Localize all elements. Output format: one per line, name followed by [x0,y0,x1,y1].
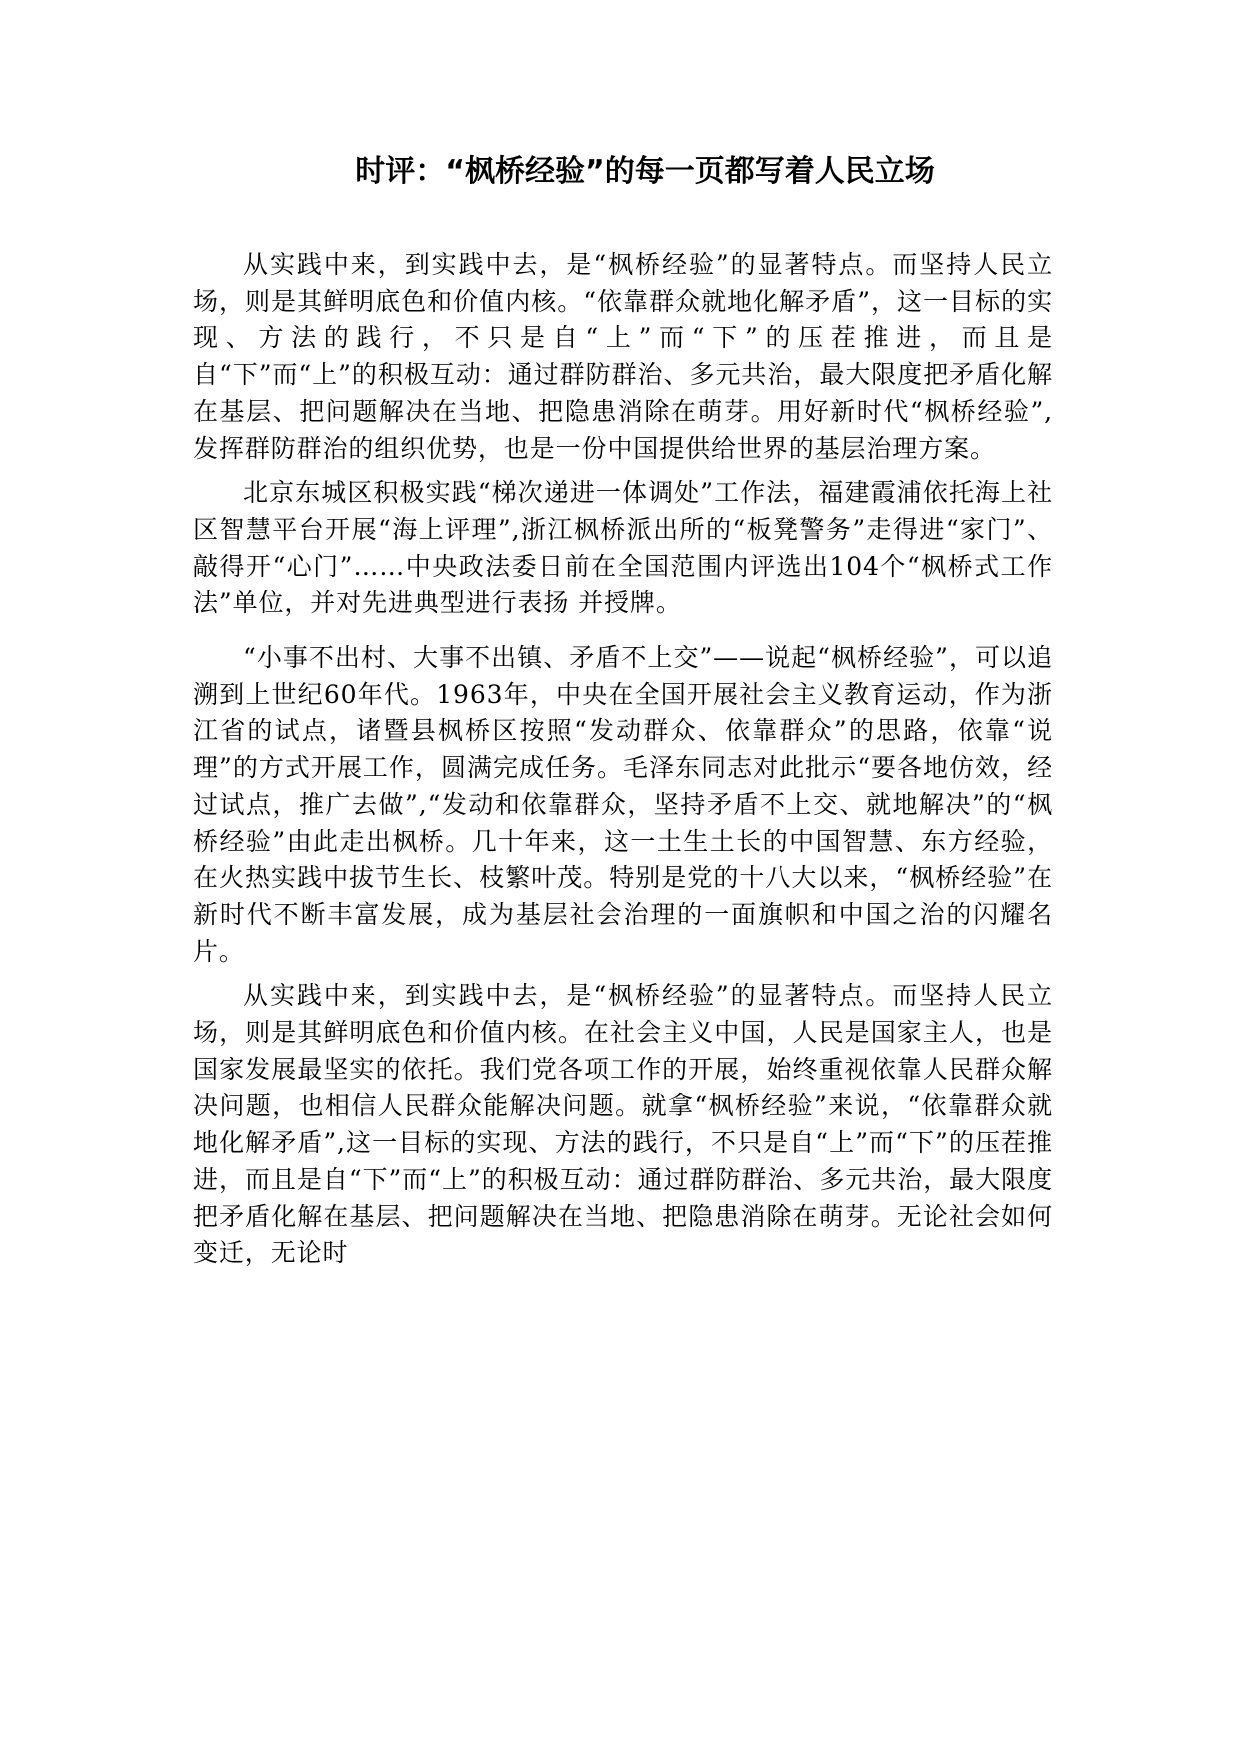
document-body [193,247,1053,1272]
document-title: 时评：“枫桥经验”的每一页都写着人民立场 [355,154,935,189]
paragraph-4: 从实践中来，到实践中去，是“枫桥经验”的显著特点。而坚持人民立场，则是其鲜明底色和价值内核。在社会主义中国，人民是国家主人，也是国家发展最坚实的依托。我们党各项工作的开展，始终重视依靠人民群众解决问题，也相信人民群众能解决问题。就拿“枫桥经验”来说，“依靠群众就地化解矛盾”,这一目标的实现、方法的践行，不只是自“上”而“下”的压茬推进，而且是自“下”而“上”的积极互动：通过群防群治、多元共治，最大限度把矛盾化解在基层、把问题解决在当地、把隐患消除在萌芽。无论社会如何变迁，无论时 [193,981,1053,1268]
paragraph-3: “小事不出村、大事不出镇、矛盾不上交”——说起“枫桥经验”，可以追溯到上世纪60年代。1963年，中央在全国开展社会主义教育运动，作为浙江省的试点，诸暨县枫桥区按照“发动群众、依靠群众”的思路，依靠“说理”的方式开展工作，圆满完成任务。毛泽东同志对此批示“要各地仿效，经过试点，推广去做”,“发动和依靠群众，坚持矛盾不上交、就地解决”的“枫桥经验”由此走出枫桥。几十年来，这一土生土长的中国智慧、东方经验，在火热实践中拔节生长、枝繁叶茂。特别是党的十八大以来，“枫桥经验”在新时代不断丰富发展，成为基层社会治理的一面旗帜和中国之治的闪耀名片。 [193,643,1053,966]
paragraph-2: 北京东城区积极实践“梯次递进一体调处”工作法，福建霞浦依托海上社区智慧平台开展“海上评理”,浙江枫桥派出所的“板凳警务”走得进“家门”、敲得开“心门”……中央政法委日前在全国范围内评选出104个“枫桥式工作法”单位，并对先进典型进行表扬 并授牌。 [193,478,1053,618]
paragraph-1: 从实践中来，到实践中去，是“枫桥经验”的显著特点。而坚持人民立场，则是其鲜明底色和价值内核。“依靠群众就地化解矛盾”，这一目标的实现、方法的践行，不只是自“上”而“下”的压茬推进，而且是自“下”而“上”的积极互动：通过群防群治、多元共治，最大限度把矛盾化解在基层、把问题解决在当地、把隐患消除在萌芽。用好新时代“枫桥经验”,发挥群防群治的组织优势，也是一份中国提供给世界的基层治理方案。 [193,250,1053,463]
